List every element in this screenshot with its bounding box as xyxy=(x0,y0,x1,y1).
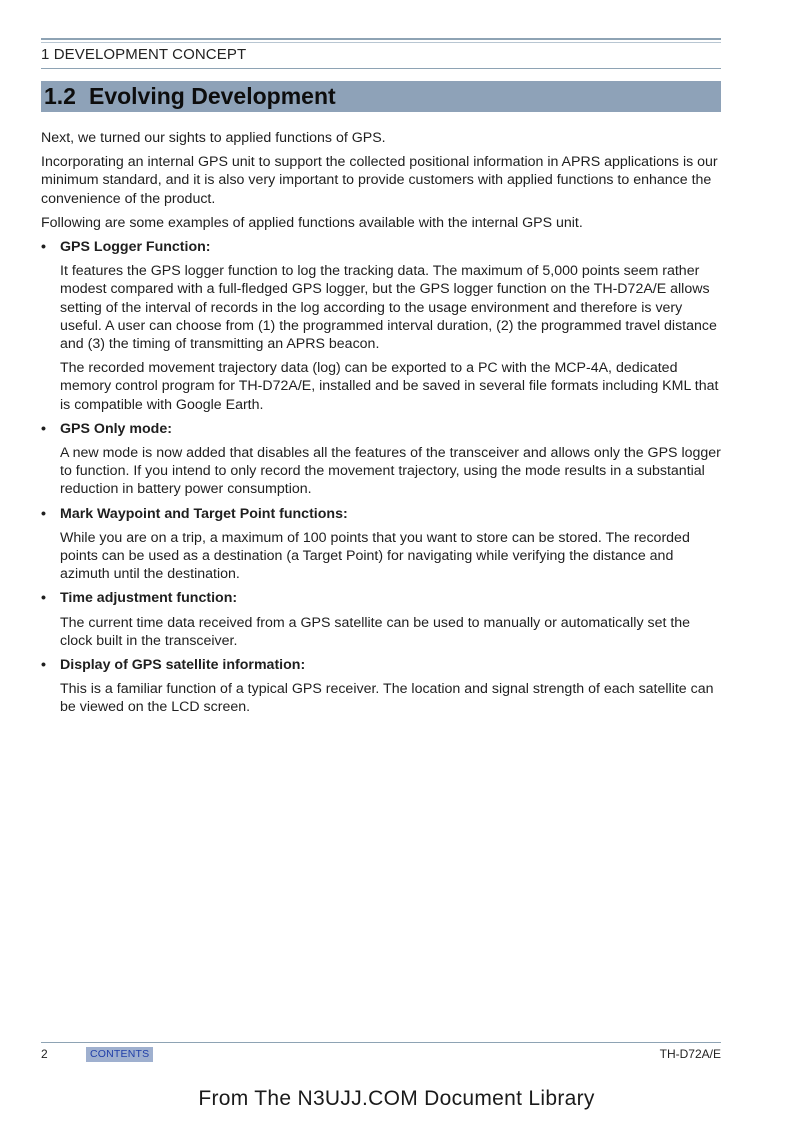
bullet-icon: • xyxy=(41,590,46,607)
intro-paragraph: Following are some examples of applied functions available with the internal GPS unit. xyxy=(41,214,583,231)
section-title xyxy=(44,83,336,110)
model-name: TH-D72A/E xyxy=(659,1047,721,1061)
bullet-paragraph: It features the GPS logger function to log the tracking data. The maximum of 5,000 points seem rather modest compared with a full-fledged GPS logger, but the GPS logger function on the TH-D72A/E allows setting of the interval of records in the log according to the usage environment and therefore is very useful. A user can choose from (1) the programmed interval duration, (2) the programmed travel distance and (3) the timing of transmitting an APRS beacon. xyxy=(60,263,717,353)
intro-paragraph: Incorporating an internal GPS unit to support the collected positional information in APRS applications is our minimum standard, and it is also very important to provide customers with applied functions to enhance the convenience of the product. xyxy=(41,154,718,207)
bullet-icon: • xyxy=(41,657,46,674)
bullet-paragraph: The current time data received from a GPS satellite can be used to manually or automatically set the clock built in the transceiver. xyxy=(60,614,691,649)
bullet-icon: • xyxy=(41,239,46,256)
bullet-heading: Mark Waypoint and Target Point functions: xyxy=(60,505,348,522)
section-title-bar xyxy=(41,81,721,112)
bullet-paragraph: While you are on a trip, a maximum of 100 points that you want to store can be stored. The recorded points can be used as a destination (a Target Point) for navigating while verifying the distance and azimuth until the destination. xyxy=(60,529,690,583)
library-watermark: From The N3UJJ.COM Document Library xyxy=(198,1087,595,1110)
bullet-waypoint xyxy=(41,505,723,584)
top-rule xyxy=(41,38,721,40)
bullet-paragraph: A new mode is now added that disables all the features of the transceiver and allows only the GPS logger to function. If you intend to only record the movement trajectory, using the mode results in a substantial reduction in battery power consumption. xyxy=(60,445,721,498)
header-divider xyxy=(41,68,721,69)
section-number: 1.2 xyxy=(44,83,76,109)
chapter-header: 1 DEVELOPMENT CONCEPT xyxy=(41,46,247,63)
bullet-heading: GPS Only mode: xyxy=(60,420,172,437)
bullet-icon: • xyxy=(41,420,46,437)
bullet-paragraph: This is a familiar function of a typical GPS receiver. The location and signal strength of each satellite can be viewed on the LCD screen. xyxy=(60,681,714,716)
bullet-satellite-info xyxy=(41,656,723,717)
bullet-gps-logger xyxy=(41,238,723,414)
page-number: 2 xyxy=(41,1047,48,1061)
intro-paragraph: Next, we turned our sights to applied functions of GPS. xyxy=(41,130,386,146)
contents-link[interactable]: CONTENTS xyxy=(86,1047,153,1062)
body-content xyxy=(41,129,723,723)
bullet-heading: Time adjustment function: xyxy=(60,590,238,607)
bullet-heading: Display of GPS satellite information: xyxy=(60,657,306,674)
bullet-gps-only xyxy=(41,420,723,499)
footer-divider xyxy=(41,1042,721,1043)
bullet-time-adjust xyxy=(41,589,723,650)
bullet-icon: • xyxy=(41,505,46,522)
bullet-paragraph: The recorded movement trajectory data (log) can be exported to a PC with the MCP-4A, dedicated memory control program for TH-D72A/E, installed and be saved in several file formats including KML that is compatible with Google Earth. xyxy=(60,360,719,413)
bullet-heading: GPS Logger Function: xyxy=(60,239,211,256)
top-rule-thin xyxy=(41,42,721,43)
section-title-text: Evolving Development xyxy=(88,83,336,109)
